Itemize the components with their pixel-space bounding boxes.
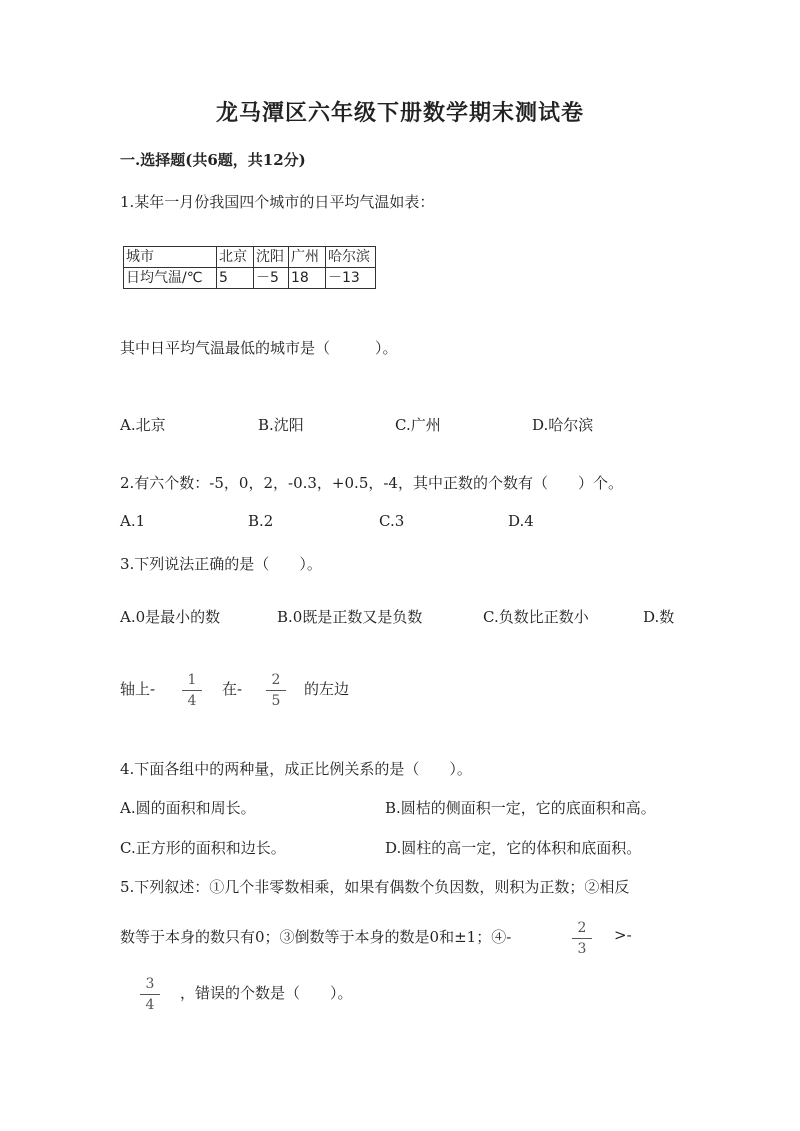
q4-option-b[interactable]: B.圆桔的侧面积一定，它的底面积和高。	[385, 799, 656, 817]
fraction-one-quarter	[182, 672, 202, 709]
fraction-numerator: 2	[271, 672, 281, 688]
q1-option-d[interactable]: D.哈尔滨	[532, 416, 594, 434]
table-header-row	[124, 247, 376, 268]
q3-option-c[interactable]: C.负数比正数小	[483, 608, 589, 626]
q3-text-left-side: 的左边	[304, 680, 350, 698]
table-cell: 城市	[124, 247, 217, 268]
question-1-prompt: 其中日平均气温最低的城市是（ ）。	[120, 339, 398, 357]
table-cell: －5	[254, 268, 289, 289]
q3-text-in: 在-	[222, 680, 243, 698]
q4-option-a[interactable]: A.圆的面积和周长。	[120, 799, 256, 817]
q1-option-c[interactable]: C.广州	[395, 416, 441, 434]
q2-option-a[interactable]: A.1	[120, 512, 146, 530]
fraction-two-thirds	[572, 920, 592, 957]
fraction-denominator: 3	[577, 941, 587, 957]
fraction-bar	[182, 690, 202, 691]
q2-option-d[interactable]: D.4	[508, 512, 534, 530]
q3-option-d-continued: 轴上-	[120, 680, 156, 698]
q4-option-c[interactable]: C.正方形的面积和边长。	[120, 839, 286, 857]
fraction-numerator: 3	[145, 976, 155, 992]
fraction-denominator: 4	[187, 693, 197, 709]
fraction-denominator: 5	[271, 693, 281, 709]
table-cell: －13	[326, 268, 376, 289]
q2-option-c[interactable]: C.3	[379, 512, 405, 530]
question-4-stem: 4.下面各组中的两种量，成正比例关系的是（ ）。	[120, 760, 472, 778]
page-title: 龙马潭区六年级下册数学期末测试卷	[215, 100, 584, 126]
table-cell: 5	[217, 268, 254, 289]
fraction-bar	[572, 938, 592, 939]
question-2-stem: 2.有六个数：-5，0，2，-0.3，+0.5，-4，其中正数的个数有（ ）个。	[120, 474, 623, 492]
question-5-line-1: 5.下列叙述：①几个非零数相乘，如果有偶数个负因数，则积为正数；②相反	[120, 878, 630, 896]
q1-option-b[interactable]: B.沈阳	[258, 416, 304, 434]
fraction-numerator: 1	[187, 672, 197, 688]
table-cell: 北京	[217, 247, 254, 268]
fraction-bar	[140, 994, 160, 995]
q3-option-d[interactable]: D.数	[643, 608, 675, 626]
question-1-stem: 1.某年一月份我国四个城市的日平均气温如表：	[120, 193, 435, 211]
temperature-table	[123, 246, 376, 289]
q2-option-b[interactable]: B.2	[248, 512, 274, 530]
question-5-line-2: 数等于本身的数只有0；③倒数等于本身的数是0和±1；④-	[120, 928, 512, 946]
table-cell: 沈阳	[254, 247, 289, 268]
section-heading: 一.选择题(共6题，共12分)	[120, 151, 306, 169]
fraction-bar	[266, 690, 286, 691]
fraction-three-quarters	[140, 976, 160, 1013]
question-5-line-3: ，错误的个数是（ ）。	[180, 984, 353, 1002]
table-cell: 日均气温/℃	[124, 268, 217, 289]
fraction-denominator: 4	[145, 997, 155, 1013]
q4-option-d[interactable]: D.圆柱的高一定，它的体积和底面积。	[385, 839, 642, 857]
q3-option-b[interactable]: B.0既是正数又是负数	[277, 608, 423, 626]
table-row	[124, 268, 376, 289]
question-5-comparison: >-	[614, 926, 632, 944]
table-cell: 哈尔滨	[326, 247, 376, 268]
table-cell: 18	[289, 268, 326, 289]
q1-option-a[interactable]: A.北京	[120, 416, 166, 434]
question-3-stem: 3.下列说法正确的是（ ）。	[120, 555, 322, 573]
q3-option-a[interactable]: A.0是最小的数	[120, 608, 221, 626]
table-cell: 广州	[289, 247, 326, 268]
fraction-two-fifths	[266, 672, 286, 709]
fraction-numerator: 2	[577, 920, 587, 936]
